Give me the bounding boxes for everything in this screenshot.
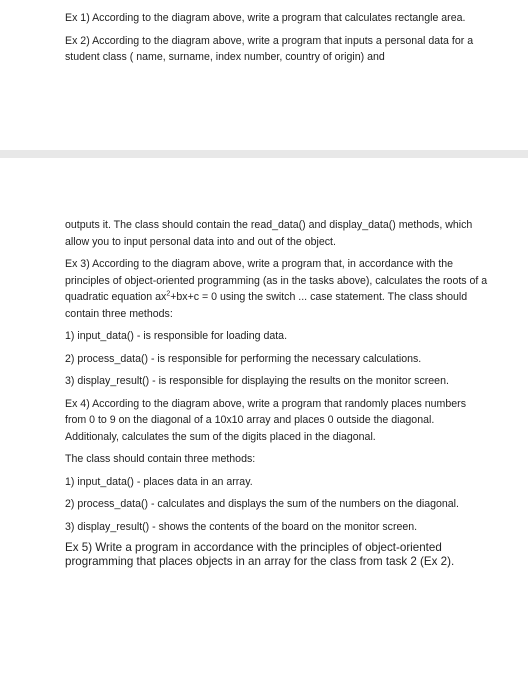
exercise-4-method-1: 1) input_data() - places data in an array. bbox=[65, 475, 253, 488]
document-page-bottom bbox=[0, 158, 528, 700]
exercise-4-text: Ex 4) According to the diagram above, write a program that randomly places numbers from 0 to 9 on the diagonal of a 10x10 array and places 0 outside the diagonal. Additionaly, calculates the sum of the digits placed in the diagonal. bbox=[65, 397, 466, 443]
exercise-5-text: Ex 5) Write a program in accordance with the principles of object-oriented programming that places objects in an array for the class from task 2 (Ex 2). bbox=[65, 541, 455, 568]
exercise-3-method-2: 2) process_data() - is responsible for performing the necessary calculations. bbox=[65, 352, 422, 365]
exercise-4-methods-intro: The class should contain three methods: bbox=[65, 453, 256, 465]
exercise-4-method-3: 3) display_result() - shows the contents of the board on the monitor screen. bbox=[65, 520, 418, 533]
exercise-2-continuation: outputs it. The class should contain the read_data() and display_data() methods, which allow you to input personal data into and out of the object. bbox=[65, 219, 473, 248]
exercise-1-text: Ex 1) According to the diagram above, write a program that calculates rectangle area. bbox=[65, 12, 466, 24]
exponent-superscript: 2 bbox=[166, 290, 171, 298]
exercise-3-text-part-b: +bx+c = 0 using the switch ... case statement. The class should contain three methods: bbox=[65, 291, 468, 320]
exercise-3-text-part-a: Ex 3) According to the diagram above, write a program that, in accordance with the principles of object-oriented programming (as in the tasks above), calculates the roots of a quadratic equation ax bbox=[65, 258, 488, 303]
exercise-4-method-2: 2) process_data() - calculates and displays the sum of the numbers on the diagonal. bbox=[65, 498, 459, 510]
exercise-3-method-3: 3) display_result() - is responsible for displaying the results on the monitor screen. bbox=[65, 375, 449, 387]
document-page-top bbox=[0, 0, 528, 150]
exercise-3-method-1: 1) input_data() - is responsible for loading data. bbox=[65, 330, 288, 342]
exercise-2-text: Ex 2) According to the diagram above, write a program that inputs a personal data for a student class ( name, surname, index number, country of origin) and bbox=[65, 34, 474, 63]
exercise-3-text bbox=[65, 256, 488, 322]
